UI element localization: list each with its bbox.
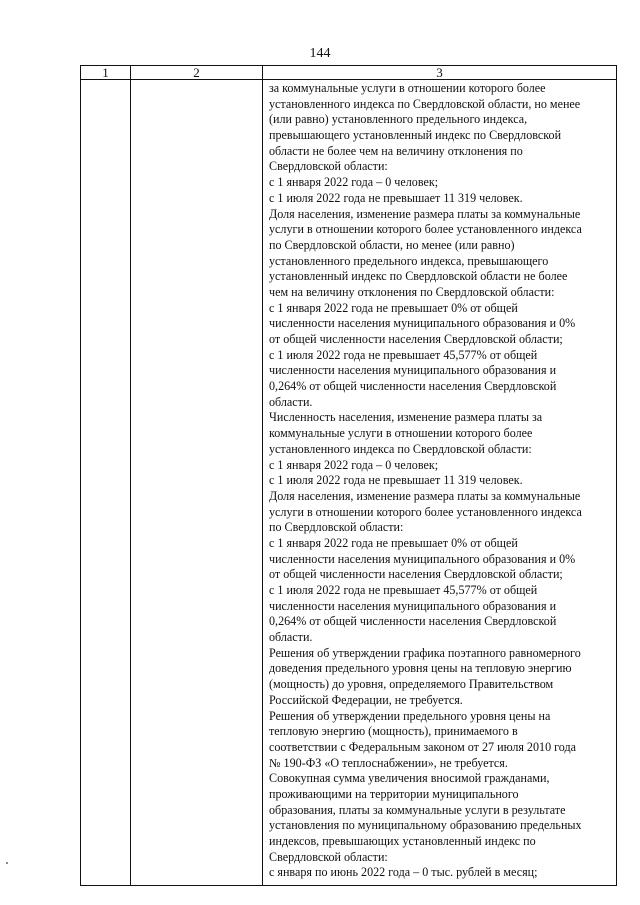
text-line: установленного предельного индекса, превышающего	[269, 253, 549, 268]
text-line: по Свердловской области:	[269, 520, 404, 535]
text-line: коммунальные услуги в отношении которого более	[269, 426, 533, 441]
text-line: установления по муниципальному образованию предельных	[269, 818, 582, 833]
text-line: с 1 января 2022 года – 0 человек;	[269, 175, 439, 190]
text-line: чем на величину отклонения по Свердловской области:	[269, 284, 555, 299]
text-line: (или равно) установленного предельного индекса,	[269, 112, 528, 127]
text-line: с 1 июля 2022 года не превышает 45,577% от общей	[269, 347, 538, 362]
text-line: от общей численности населения Свердловской области;	[269, 332, 563, 346]
text-line: по Свердловской области, но менее (или равно)	[269, 237, 515, 252]
text-line: установленного индекса по Свердловской области, но менее	[269, 96, 581, 111]
text-line: области не более чем на величину отклонения по	[269, 143, 523, 158]
text-line: образования, платы за коммунальные услуги в результате	[269, 802, 566, 817]
text-line: установленный индекс по Свердловской области не более	[269, 269, 568, 284]
text-line: Решения об утверждении графика поэтапного равномерного	[269, 645, 581, 660]
table-header-row	[81, 66, 617, 80]
text-line: 0,264% от общей численности населения Свердловской	[269, 379, 557, 394]
text-line: с 1 января 2022 года не превышает 0% от общей	[269, 300, 518, 315]
text-line: Свердловской области:	[269, 159, 388, 174]
text-line: с 1 января 2022 года – 0 человек;	[269, 457, 439, 472]
text-line: Доля населения, изменение размера платы за коммунальные	[269, 488, 581, 503]
text-line: тепловую энергию (мощность), принимаемого в	[269, 724, 518, 739]
text-line: доведения предельного уровня цены на тепловую энергию	[269, 661, 572, 676]
text-line: с 1 июля 2022 года не превышает 11 319 человек.	[269, 190, 523, 205]
text-line: услуги в отношении которого более установленного индекса	[269, 504, 582, 519]
text-line: Доля населения, изменение размера платы за коммунальные	[269, 206, 581, 221]
column-header-3: 3	[263, 66, 617, 80]
table-row	[81, 80, 617, 886]
column-header-2: 2	[131, 66, 263, 80]
text-line: за коммунальные услуги в отношении которого более	[269, 81, 546, 95]
text-line: области.	[269, 394, 313, 409]
cell-column-2	[131, 80, 263, 886]
text-line: области.	[269, 630, 313, 645]
cell-column-3	[263, 80, 617, 886]
text-line: проживающими на территории муниципального	[269, 786, 519, 801]
column-header-1: 1	[81, 66, 131, 80]
text-line: численности населения муниципального образования и	[269, 363, 557, 378]
text-line: Российской Федерации, не требуется.	[269, 692, 463, 707]
text-line: установленного индекса по Свердловской области:	[269, 441, 532, 456]
text-line: Численность населения, изменение размера платы за	[269, 410, 543, 425]
text-line: услуги в отношении которого более установленного индекса	[269, 222, 582, 237]
text-line: численности населения муниципального образования и 0%	[269, 551, 576, 566]
text-line: с 1 января 2022 года не превышает 0% от общей	[269, 535, 518, 550]
text-line: Решения об утверждении предельного уровня цены на	[269, 708, 551, 723]
text-line: численности населения муниципального образования и	[269, 598, 557, 613]
scan-speck	[6, 862, 8, 864]
page-number: 144	[309, 46, 331, 61]
text-line: индексов, превышающих установленный индекс по	[269, 834, 536, 848]
text-line: с января по июнь 2022 года – 0 тыс. рублей в месяц;	[269, 865, 538, 880]
text-line: численности населения муниципального образования и 0%	[269, 316, 576, 331]
cell-column-1	[81, 80, 131, 886]
text-line: превышающего установленный индекс по Свердловской	[269, 128, 562, 143]
text-line: Совокупная сумма увеличения вносимой гражданами,	[269, 771, 550, 786]
text-line: (мощность) до уровня, определяемого Правительством	[269, 677, 554, 692]
document-table	[80, 65, 617, 886]
text-line: Свердловской области:	[269, 849, 388, 864]
text-line: № 190-ФЗ «О теплоснабжении», не требуется.	[269, 755, 508, 770]
text-line: соответствии с Федеральным законом от 27 июля 2010 года	[269, 739, 577, 754]
text-line: от общей численности населения Свердловской области;	[269, 567, 563, 582]
text-line: с 1 июля 2022 года не превышает 11 319 человек.	[269, 473, 523, 488]
text-line: 0,264% от общей численности населения Свердловской	[269, 614, 557, 629]
text-line: с 1 июля 2022 года не превышает 45,577% от общей	[269, 583, 538, 597]
